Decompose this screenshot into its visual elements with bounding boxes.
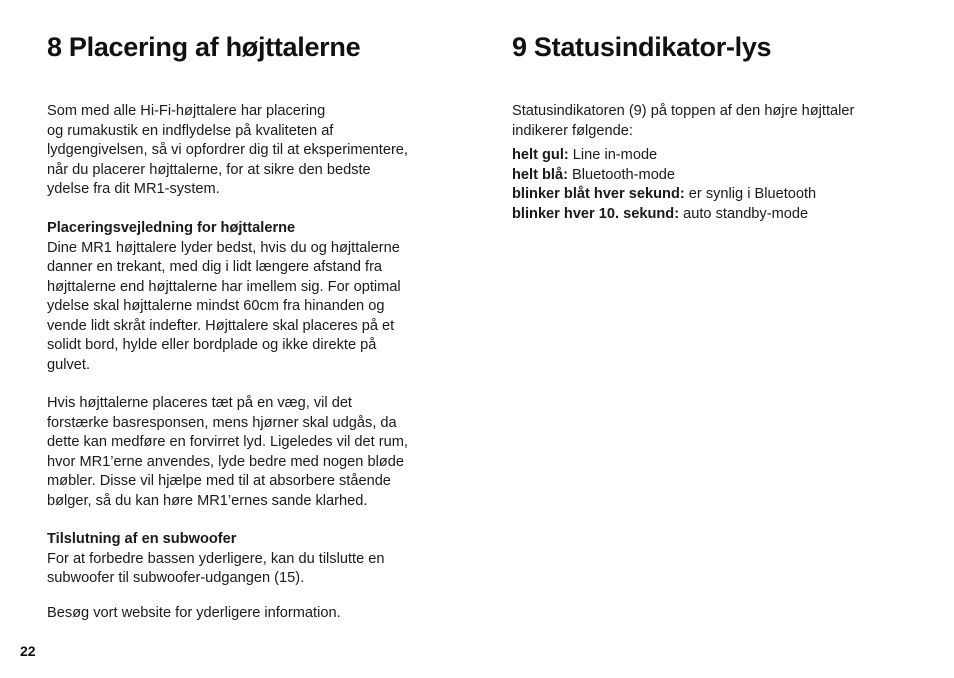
text-line: når du placerer højttalerne, for at sikre den bedste	[47, 161, 371, 178]
status-label: helt gul:	[512, 147, 569, 163]
subheading-subwoofer: Tilslutning af en subwoofer	[47, 531, 237, 547]
status-intro-paragraph	[512, 102, 854, 141]
status-value: Line in-mode	[568, 147, 658, 163]
status-item	[512, 166, 816, 186]
text-line: Dine MR1 højttalere lyder bedst, hvis du og højttalerne	[47, 239, 400, 256]
section-heading-status: 9 Statusindikator-lys	[512, 32, 772, 62]
status-label: helt blå:	[512, 166, 568, 183]
status-label: blinker hver 10. sekund:	[512, 205, 680, 222]
page-number: 22	[20, 643, 36, 659]
placement-guide-paragraph	[47, 219, 401, 375]
status-list	[512, 146, 816, 224]
text-line: indikerer følgende:	[512, 122, 633, 139]
text-line: lydgengivelsen, så vi opfordrer dig til at eksperimentere,	[47, 142, 408, 158]
status-item	[512, 205, 816, 225]
text-line: forstærke basresponsen, mens hjørner skal udgås, da	[47, 414, 397, 431]
text-line: For at forbedre bassen yderligere, kan du tilslutte en	[47, 550, 385, 567]
text-line: ydelse skal højttalerne mindst 60cm fra hinanden og	[47, 298, 385, 314]
intro-paragraph	[47, 102, 408, 200]
status-item	[512, 185, 816, 205]
text-line: gulvet.	[47, 356, 90, 373]
status-value: auto standby-mode	[679, 205, 809, 222]
text-line: højttalerne end højttalerne har imellem sig. For optimal	[47, 278, 401, 295]
text-line: Som med alle Hi-Fi-højttalere har placering	[47, 103, 326, 119]
text-line: bølger, så du kan høre MR1’ernes sande klarhed.	[47, 492, 368, 509]
text-line: solidt bord, hylde eller bordplade og ikke direkte på	[47, 337, 377, 353]
status-value: Bluetooth-mode	[567, 166, 676, 183]
text-line: dette kan medføre en forvirret lyd. Ligeledes vil det rum,	[47, 434, 408, 450]
text-line: subwoofer til subwoofer-udgangen (15).	[47, 570, 305, 586]
website-paragraph	[47, 604, 341, 624]
status-item	[512, 146, 816, 166]
status-label: blinker blåt hver sekund:	[512, 186, 685, 202]
subwoofer-paragraph	[47, 530, 384, 589]
text-line: Besøg vort website for yderligere information.	[47, 605, 341, 621]
section-heading-placement: 8 Placering af højttalerne	[47, 32, 361, 62]
text-line: danner en trekant, med dig i lidt længere afstand fra	[47, 259, 383, 275]
subheading-placement-guide: Placeringsvejledning for højttalerne	[47, 220, 296, 236]
text-line: vende lidt skråt indefter. Højttalere skal placeres på et	[47, 317, 395, 334]
status-value: er synlig i Bluetooth	[684, 186, 817, 202]
text-line: møbler. Disse vil hjælpe med til at absorbere stående	[47, 473, 391, 489]
text-line: Statusindikatoren (9) på toppen af den højre højttaler	[512, 103, 855, 119]
text-line: hvor MR1’erne anvendes, lyde bedre med nogen bløde	[47, 453, 404, 470]
text-line: ydelse fra dit MR1-system.	[47, 181, 220, 197]
wall-placement-paragraph	[47, 394, 408, 511]
text-line: og rumakustik en indflydelse på kvaliteten af	[47, 122, 334, 139]
text-line: Hvis højttalerne placeres tæt på en væg, vil det	[47, 395, 352, 411]
